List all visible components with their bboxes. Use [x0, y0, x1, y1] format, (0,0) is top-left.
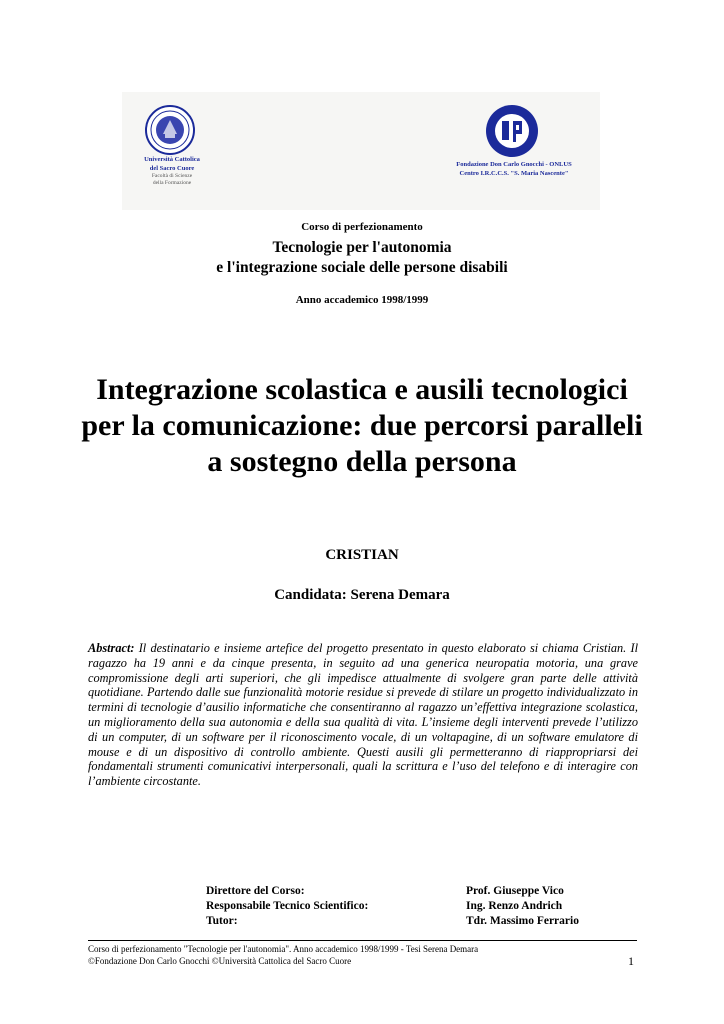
course-label: Corso di perfezionamento — [301, 221, 423, 233]
abstract-label: Abstract: — [88, 641, 135, 655]
staff-person-director: Prof. Giuseppe Vico — [466, 885, 564, 897]
course-title-line2: e l'integrazione sociale delle persone disabili — [216, 259, 508, 276]
academic-year: Anno accademico 1998/1999 — [295, 294, 429, 306]
staff-role-director: Direttore del Corso: — [206, 885, 305, 897]
fondazione-centre: Centro I.R.C.C.S. "S. Maria Nascente" — [459, 170, 569, 177]
ucsc-faculty-line1: Facoltà di Scienze — [151, 173, 193, 179]
footer — [88, 943, 608, 967]
thesis-title-line3: a sostegno della persona — [207, 445, 517, 478]
subject-name: CRISTIAN — [325, 547, 399, 563]
staff-person-tutor: Tdr. Massimo Ferrario — [466, 915, 579, 927]
staff-role-technical: Responsabile Tecnico Scientifico: — [206, 900, 369, 912]
abstract-text: Il destinatario e insieme artefice del progetto presentato in questo elaborato si chiama Cristian. Il ragazzo ha 19 anni e da cinque presenta, in seguito ad una generica neuropatia motoria, una grave compromissione degli arti superiori, che gli impedisce attualmente di svolgere gran parte delle attività quotidiane. Partendo dalle sue funzionalità motorie residue si prevede di stilare un progetto individualizzato in termini di tecnologie d’ausilio informatiche che consentiranno al ragazzo un’effettiva integrazione scolastica, un miglioramento della sua autonomia e della sua qualità di vita. L’insieme degli interventi prevede l’utilizzo di un computer, di un software per il riconoscimento vocale, di un voltapagine, di un software emulatore di mouse e di un dispositivo di controllo ambiente. Questi ausili gli permetteranno di riappropriarsi dei fondamentali strumenti comunicativi interpersonali, quali la scrittura e l’uso del telefono e di interagire con l’ambiente circostante. — [88, 641, 638, 789]
ucsc-faculty-line2: della Formazione — [152, 180, 192, 186]
footer-divider — [88, 940, 637, 941]
footer-line1: Corso di perfezionamento "Tecnologie per l'autonomia". Anno accademico 1998/1999 - Tesi Serena Demara — [88, 944, 479, 954]
footer-line2: ©Fondazione Don Carlo Gnocchi ©Università Cattolica del Sacro Cuore — [88, 956, 352, 966]
course-title-line1: Tecnologie per l'autonomia — [272, 239, 452, 256]
fondazione-name: Fondazione Don Carlo Gnocchi - ONLUS — [456, 161, 572, 168]
thesis-title-line1: Integrazione scolastica e ausili tecnologici — [96, 373, 628, 406]
abstract — [88, 641, 638, 789]
ucsc-seal-icon — [145, 104, 195, 156]
ucsc-logo-text — [126, 156, 218, 187]
thesis-title-line2: per la comunicazione: due percorsi paralleli — [81, 409, 643, 442]
candidate-name: Candidata: Serena Demara — [274, 587, 450, 603]
page-number: 1 — [628, 954, 634, 968]
staff-role-tutor: Tutor: — [206, 915, 238, 927]
thesis-title — [0, 372, 724, 480]
ucsc-name-line2: del Sacro Cuore — [149, 164, 195, 172]
staff-person-technical: Ing. Renzo Andrich — [466, 900, 563, 912]
course-title — [0, 238, 724, 278]
fondazione-logo-icon — [485, 104, 539, 158]
ucsc-name-line1: Università Cattolica — [144, 156, 200, 163]
fondazione-logo-text — [430, 160, 598, 178]
